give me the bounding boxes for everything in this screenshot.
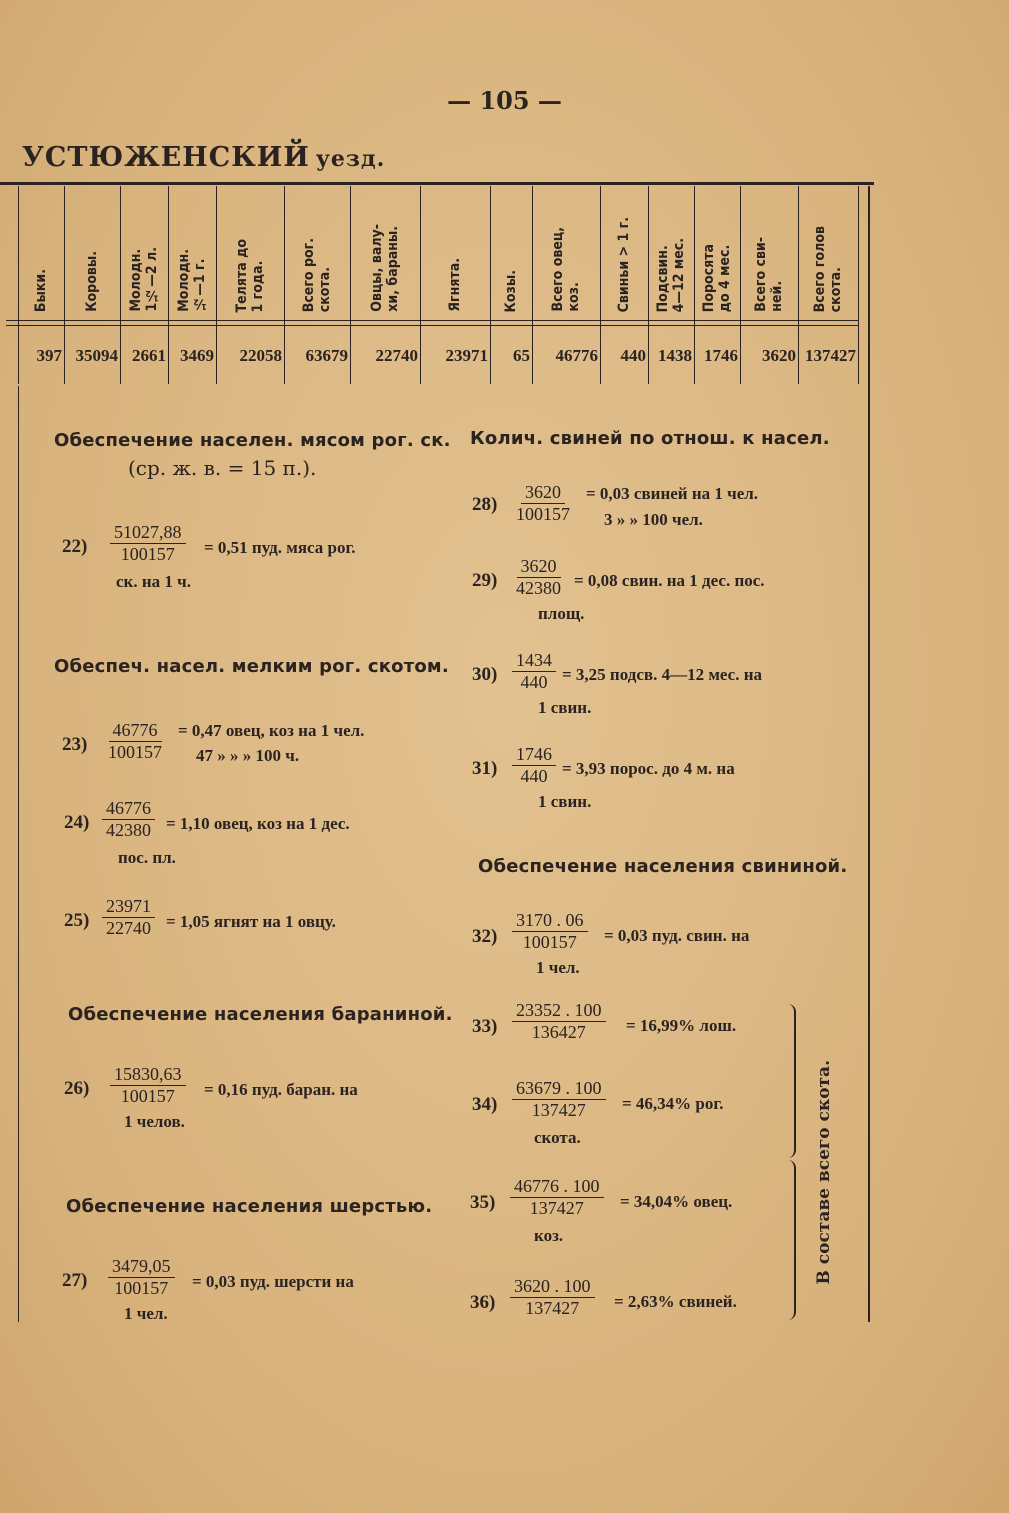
table-header-label: Быки. bbox=[33, 268, 49, 312]
brace-lower bbox=[784, 1160, 796, 1320]
denominator: 100157 bbox=[108, 742, 162, 762]
heading-meat-supply-note: (ср. ж. в. = 15 п.). bbox=[128, 456, 317, 480]
table-value-cell: 65 bbox=[513, 346, 530, 365]
formula-label: 31) bbox=[472, 758, 498, 779]
fraction bbox=[512, 910, 588, 953]
header-rule-2 bbox=[6, 325, 858, 326]
table-value-cell: 23971 bbox=[445, 346, 488, 365]
left-border bbox=[18, 386, 19, 1322]
formula-continuation: коз. bbox=[534, 1226, 564, 1245]
table-value-cell: 1746 bbox=[704, 346, 738, 365]
heading-pork: Обеспечение населения свининой. bbox=[478, 856, 848, 877]
table-header-label: Подсвин. 4—12 мес. bbox=[655, 237, 687, 312]
formula-continuation: пос. пл. bbox=[118, 848, 176, 867]
table-header-cell bbox=[600, 192, 648, 312]
formula-label: 33) bbox=[472, 1016, 498, 1037]
numerator: 51027,88 bbox=[110, 522, 186, 544]
table-header-label: Коровы. bbox=[84, 251, 100, 312]
formula-result: = 3,93 порос. до 4 м. на bbox=[562, 759, 735, 778]
formula-label: 24) bbox=[64, 812, 90, 833]
formula-label: 22) bbox=[62, 536, 88, 557]
denominator: 100157 bbox=[114, 1278, 169, 1298]
title-main: УСТЮЖЕНСКИЙ bbox=[22, 142, 310, 173]
numerator: 63679 . 100 bbox=[512, 1078, 606, 1100]
table-header-cell bbox=[168, 192, 216, 312]
formula-label: 29) bbox=[472, 570, 498, 591]
page-title bbox=[22, 142, 385, 173]
table-header-label: Овцы, валу- хи, бараны. bbox=[369, 224, 401, 312]
table-header-label: Ягнята. bbox=[447, 258, 463, 312]
table-header-label: Козы. bbox=[503, 269, 519, 312]
fraction bbox=[104, 720, 166, 763]
numerator: 23352 . 100 bbox=[512, 1000, 606, 1022]
table-header-cell bbox=[120, 192, 168, 312]
formula-label: 27) bbox=[62, 1270, 88, 1291]
denominator: 42380 bbox=[106, 820, 151, 840]
fraction bbox=[512, 556, 565, 599]
table-header-label: Свиньи > 1 г. bbox=[616, 216, 632, 312]
table-header-cell bbox=[532, 192, 600, 312]
formula-continuation: 1 чел. bbox=[536, 958, 580, 977]
fraction bbox=[110, 1064, 186, 1107]
table-header-label: Всего овец, коз. bbox=[550, 227, 582, 312]
formula-label: 26) bbox=[64, 1078, 90, 1099]
page-number: — 105 — bbox=[447, 86, 562, 115]
numerator: 3479,05 bbox=[108, 1256, 175, 1278]
formula-result: = 16,99% лош. bbox=[626, 1016, 737, 1035]
formula-continuation: скота. bbox=[534, 1128, 581, 1147]
formula-label: 30) bbox=[472, 664, 498, 685]
formula-result: = 0,03 пуд. шерсти на bbox=[192, 1272, 354, 1291]
formula-label: 28) bbox=[472, 494, 498, 515]
denominator: 100157 bbox=[516, 504, 570, 524]
formula-result: = 2,63% свиней. bbox=[614, 1292, 737, 1311]
table-header-cell bbox=[648, 192, 694, 312]
heading-wool: Обеспечение населения шерстью. bbox=[66, 1196, 433, 1217]
table-value-cell: 440 bbox=[620, 346, 646, 365]
formula-continuation: площ. bbox=[538, 604, 585, 623]
fraction bbox=[510, 1276, 595, 1319]
formula-result: = 0,51 пуд. мяса рог. bbox=[204, 538, 356, 557]
numerator: 23971 bbox=[102, 896, 155, 918]
formula-label: 32) bbox=[472, 926, 498, 947]
denominator: 100157 bbox=[120, 1086, 175, 1106]
table-header-cell bbox=[740, 192, 798, 312]
formula-result: = 46,34% рог. bbox=[622, 1094, 724, 1113]
table-value-cell: 3620 bbox=[762, 346, 796, 365]
formula-result: = 1,05 ягнят на 1 овцу. bbox=[166, 912, 336, 931]
fraction bbox=[102, 798, 155, 841]
side-label: В составе всего скота. bbox=[814, 1060, 834, 1285]
formula-result-2: 47 » » » 100 ч. bbox=[196, 746, 300, 765]
numerator: 1746 bbox=[512, 744, 556, 766]
denominator: 137427 bbox=[531, 1100, 586, 1120]
fraction bbox=[512, 1078, 606, 1121]
table-value-cell: 1438 bbox=[658, 346, 692, 365]
denominator: 136427 bbox=[531, 1022, 586, 1042]
formula-continuation: 1 свин. bbox=[538, 792, 592, 811]
table-header-label: Всего голов скота. bbox=[812, 225, 844, 312]
formula-result: = 34,04% овец. bbox=[620, 1192, 733, 1211]
fraction bbox=[512, 744, 556, 787]
table-header-cell bbox=[350, 192, 420, 312]
numerator: 46776 bbox=[102, 798, 155, 820]
right-border bbox=[868, 186, 870, 1322]
header-rule-1 bbox=[6, 320, 858, 321]
table-value-cell: 22740 bbox=[375, 346, 418, 365]
formula-result-2: 3 » » 100 чел. bbox=[604, 510, 703, 529]
table-value-cell: 46776 bbox=[555, 346, 598, 365]
numerator: 3620 bbox=[521, 482, 565, 504]
fraction bbox=[510, 1176, 604, 1219]
denominator: 440 bbox=[520, 766, 548, 786]
formula-result: = 1,10 овец, коз на 1 дес. bbox=[166, 814, 350, 833]
table-value-cell: 3469 bbox=[180, 346, 214, 365]
table-header-cell bbox=[490, 192, 532, 312]
formula-result: = 0,08 свин. на 1 дес. пос. bbox=[574, 571, 765, 590]
heading-pigs-ratio: Колич. свиней по отнош. к насел. bbox=[470, 428, 830, 449]
table-value-cell: 63679 bbox=[305, 346, 348, 365]
formula-label: 34) bbox=[472, 1094, 498, 1115]
title-sub: уезд. bbox=[315, 146, 386, 172]
table-header-label: Всего рог. скота. bbox=[301, 237, 333, 312]
table-value-cell: 35094 bbox=[75, 346, 118, 365]
denominator: 42380 bbox=[516, 578, 561, 598]
table-value-cell: 22058 bbox=[239, 346, 282, 365]
table-header-cell bbox=[18, 192, 64, 312]
numerator: 46776 bbox=[109, 720, 162, 742]
table-top-rule bbox=[0, 182, 874, 185]
table-header-label: Молодн. 1½—2 л. bbox=[128, 247, 160, 312]
table-header-cell bbox=[216, 192, 284, 312]
denominator: 137427 bbox=[529, 1198, 584, 1218]
formula-result: = 3,25 подсв. 4—12 мес. на bbox=[562, 665, 762, 684]
table-header-label: Молодн. ½—1 г. bbox=[176, 249, 208, 312]
formula-continuation: 1 челов. bbox=[124, 1112, 185, 1131]
numerator: 3170 . 06 bbox=[512, 910, 588, 932]
fraction bbox=[512, 482, 574, 525]
table-value-cell: 2661 bbox=[132, 346, 166, 365]
formula-continuation: ск. на 1 ч. bbox=[116, 572, 191, 591]
fraction bbox=[108, 1256, 175, 1299]
denominator: 22740 bbox=[106, 918, 151, 938]
numerator: 46776 . 100 bbox=[510, 1176, 604, 1198]
formula-label: 36) bbox=[470, 1292, 496, 1313]
table-header-label: Всего сви- ней. bbox=[753, 237, 785, 312]
formula-result: = 0,03 пуд. свин. на bbox=[604, 926, 750, 945]
heading-small-livestock: Обеспеч. насел. мелким рог. скотом. bbox=[54, 656, 449, 677]
formula-result: = 0,16 пуд. баран. на bbox=[204, 1080, 358, 1099]
table-value-cell: 137427 bbox=[805, 346, 856, 365]
formula-continuation: 1 чел. bbox=[124, 1304, 168, 1323]
brace-upper bbox=[784, 1004, 796, 1158]
denominator: 137427 bbox=[525, 1298, 580, 1318]
heading-meat-supply: Обеспечение населен. мясом рог. ск. bbox=[54, 430, 451, 451]
fraction bbox=[512, 1000, 606, 1043]
formula-continuation: 1 свин. bbox=[538, 698, 592, 717]
table-header-cell bbox=[694, 192, 740, 312]
numerator: 15830,63 bbox=[110, 1064, 186, 1086]
formula-result: = 0,03 свиней на 1 чел. bbox=[586, 484, 759, 503]
formula-label: 35) bbox=[470, 1192, 496, 1213]
formula-result: = 0,47 овец, коз на 1 чел. bbox=[178, 721, 365, 740]
fraction bbox=[102, 896, 155, 939]
table-header-cell bbox=[798, 192, 858, 312]
numerator: 3620 bbox=[517, 556, 561, 578]
table-header-cell bbox=[284, 192, 350, 312]
table-header-cell bbox=[64, 192, 120, 312]
heading-mutton: Обеспечение населения бараниной. bbox=[68, 1004, 453, 1025]
table-header-label: Телята до 1 года. bbox=[234, 238, 266, 312]
denominator: 100157 bbox=[522, 932, 577, 952]
table-header-label: Поросята до 4 мес. bbox=[701, 243, 733, 312]
table-column-divider bbox=[858, 186, 859, 384]
numerator: 3620 . 100 bbox=[510, 1276, 595, 1298]
formula-label: 25) bbox=[64, 910, 90, 931]
table-value-cell: 397 bbox=[36, 346, 62, 365]
fraction bbox=[110, 522, 186, 565]
numerator: 1434 bbox=[512, 650, 556, 672]
denominator: 100157 bbox=[120, 544, 175, 564]
fraction bbox=[512, 650, 556, 693]
denominator: 440 bbox=[520, 672, 548, 692]
table-header-cell bbox=[420, 192, 490, 312]
formula-label: 23) bbox=[62, 734, 88, 755]
